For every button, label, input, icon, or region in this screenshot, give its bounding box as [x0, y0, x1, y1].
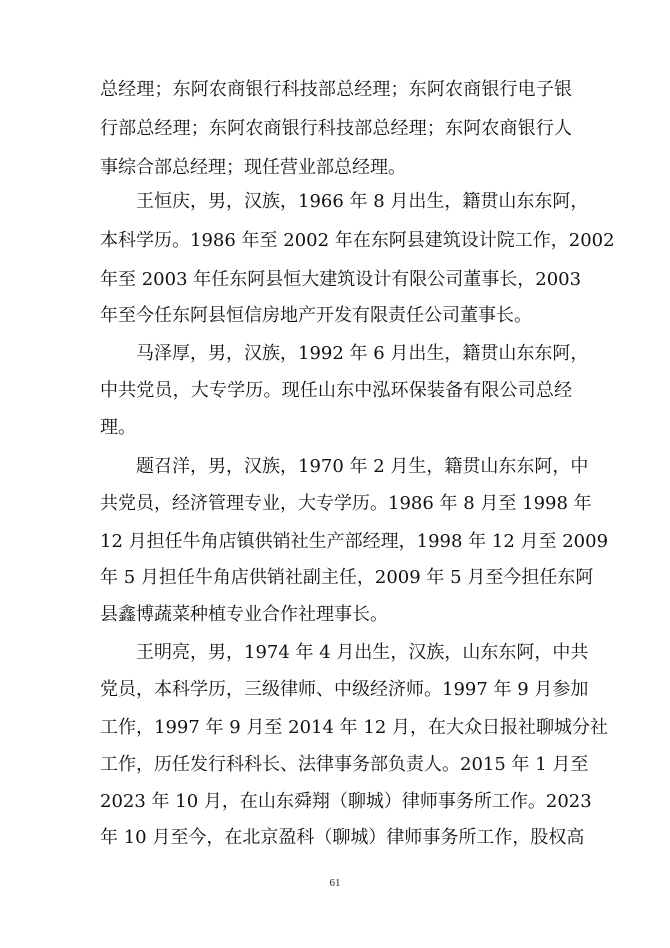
text-line: 年至今任东阿县恒信房地产开发有限责任公司董事长。 [100, 305, 532, 326]
text-line: 工作，1997 年 9 月至 2014 年 12 月，在大众日报社聊城分社 [100, 717, 609, 738]
text-line: 2023 年 10 月，在山东舜翔（聊城）律师事务所工作。2023 [100, 791, 592, 812]
page-number: 61 [329, 877, 341, 889]
text-line: 共党员，经济管理专业，大专学历。1986 年 8 月至 1998 年 [100, 493, 592, 514]
text-line: 事综合部总经理；现任营业部总经理。 [100, 157, 406, 178]
text-line: 县鑫博蔬菜种植专业合作社理事长。 [100, 604, 388, 625]
text-line: 总经理；东阿农商银行科技部总经理；东阿农商银行电子银 [100, 79, 572, 100]
text-line: 本科学历。1986 年至 2002 年在东阿县建筑设计院工作，2002 [100, 230, 615, 251]
text-line: 王明亮，男，1974 年 4 月出生，汉族，山东东阿，中共 [100, 642, 589, 663]
text-line: 12 月担任牛角店镇供销社生产部经理，1998 年 12 月至 2009 [100, 531, 609, 552]
text-line: 中共党员，大专学历。现任山东中泓环保装备有限公司总经 [100, 380, 572, 401]
text-line: 年至 2003 年任东阿县恒大建筑设计有限公司董事长，2003 [100, 269, 582, 290]
text-line: 党员，本科学历，三级律师、中级经济师。1997 年 9 月参加 [100, 679, 589, 700]
text-line: 年 10 月至今，在北京盈科（聊城）律师事务所工作，股权高 [100, 827, 585, 848]
text-line: 理。 [100, 417, 136, 438]
text-line: 工作，历任发行科科长、法律事务部负责人。2015 年 1 月至 [100, 754, 589, 775]
text-line: 题召洋，男，汉族，1970 年 2 月生，籍贯山东东阿，中 [100, 456, 589, 477]
text-line: 年 5 月担任牛角店供销社副主任，2009 年 5 月至今担任东阿 [100, 567, 594, 588]
text-line: 行部总经理；东阿农商银行科技部总经理；东阿农商银行人 [100, 118, 572, 139]
text-line: 王恒庆，男，汉族，1966 年 8 月出生，籍贯山东东阿， [100, 191, 589, 212]
text-line: 马泽厚，男，汉族，1992 年 6 月出生，籍贯山东东阿， [100, 343, 589, 364]
